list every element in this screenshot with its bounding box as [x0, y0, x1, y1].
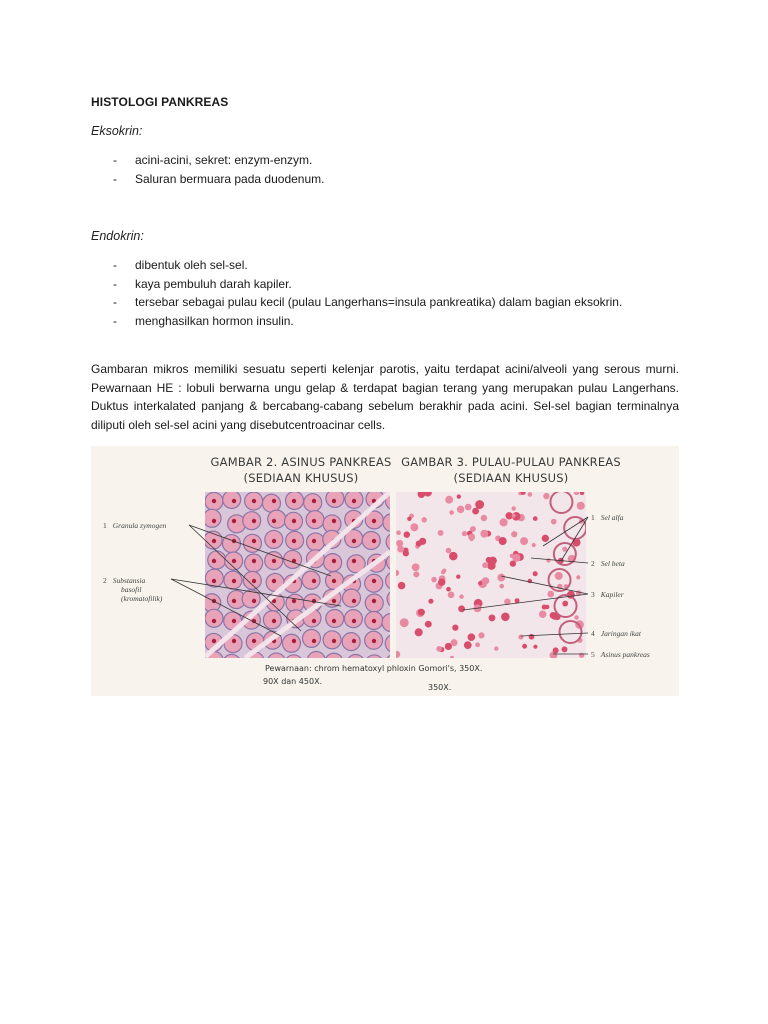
eksokrin-list — [91, 151, 324, 188]
eksokrin-heading: Eksokrin: — [91, 124, 143, 138]
label-sel-alfa: 1 Sel alfa — [591, 513, 624, 522]
label-asinus-pankreas: 5 Asinus pankreas — [591, 650, 650, 659]
label-granula-zymogen: 1 Granula zymogen — [103, 521, 167, 530]
left-figure-caption: GAMBAR 2. ASINUS PANKREAS (SEDIAAN KHUSUS) — [210, 455, 392, 485]
leader-lines — [91, 446, 679, 696]
list-item: - kaya pembuluh darah kapiler. — [113, 276, 292, 291]
label-sel-beta: 2 Sel beta — [591, 559, 625, 568]
endokrin-heading: Endokrin: — [91, 229, 144, 243]
list-item: - Saluran bermuara pada duodenum. — [113, 171, 325, 186]
label-substansia: 2 Substansia — [103, 576, 146, 585]
label-basofil: basofil — [121, 585, 142, 594]
stain-magnification: 350X. — [428, 683, 452, 692]
list-item: - dibentuk oleh sel-sel. — [113, 258, 248, 272]
document-title: HISTOLOGI PANKREAS — [91, 95, 229, 109]
label-kromatofilik: (kromatofilik) — [121, 594, 163, 603]
stain-credits: Pewarnaan: chrom hematoxyl phloxin Gomori's, 350X. 90X dan 450X. — [263, 664, 483, 686]
list-item: - tersebar sebagai pulau kecil (pulau Langerhans=insula pankreatika) dalam bagian eksokrin. — [113, 295, 623, 309]
right-figure-caption: GAMBAR 3. PULAU-PULAU PANKREAS (SEDIAAN KHUSUS) — [401, 455, 621, 485]
list-item: - menghasilkan hormon insulin. — [113, 313, 294, 328]
list-item: - acini-acini, sekret: enzym-enzym. — [113, 153, 313, 167]
label-kapiler: 3 Kapiler — [591, 590, 624, 599]
histology-figure — [91, 446, 679, 696]
label-jaringan-ikat: 4 Jaringan ikat — [591, 629, 641, 638]
endokrin-list — [91, 256, 622, 330]
body-paragraph: Gambaran mikros memiliki sesuatu seperti kelenjar parotis, yaitu terdapat acini/alveoli yang serous murni. Pewarnaan HE : lobuli berwarna ungu gelap & terdapat bagian terang yang merupakan pulau Langerhans. Duktus interkalated panjang & bercabang-cabang sebelum berakhir pada acini. Sel-sel bagian terminalnya diliputi oleh sel-sel acini yang disebutcentroacinar cells. — [91, 362, 679, 432]
